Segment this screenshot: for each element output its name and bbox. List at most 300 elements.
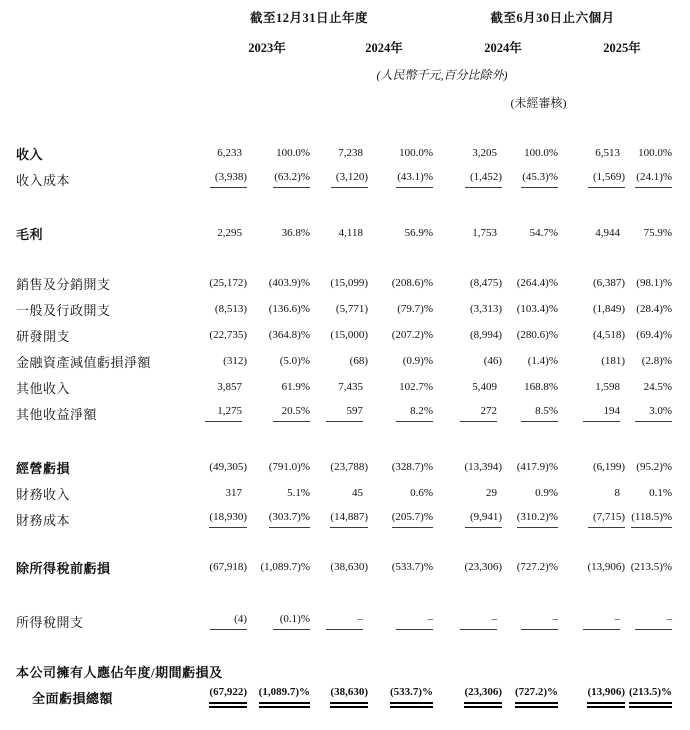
table-cell bbox=[433, 480, 497, 506]
table-row bbox=[16, 480, 672, 506]
cell-value: – bbox=[635, 613, 672, 630]
table-cell bbox=[242, 480, 310, 506]
row-label: 收入成本 bbox=[16, 172, 71, 188]
table-cell bbox=[310, 166, 368, 192]
cell-value: (23,788) bbox=[330, 461, 368, 473]
cell-value: (5.0)% bbox=[279, 355, 310, 367]
cell-value: (1,452) bbox=[465, 171, 502, 188]
cell-value: 597 bbox=[326, 405, 363, 422]
spacer-cell bbox=[16, 116, 672, 140]
row-label: 收入 bbox=[16, 146, 44, 162]
table-row bbox=[16, 322, 672, 348]
spacer-row bbox=[16, 634, 672, 658]
table-cell bbox=[363, 220, 433, 246]
cell-value: (15,000) bbox=[330, 329, 368, 341]
table-cell bbox=[174, 296, 247, 322]
table-cell bbox=[433, 348, 503, 374]
cell-value: (727.2)% bbox=[515, 686, 558, 708]
table-cell bbox=[242, 554, 310, 580]
cell-value: 3,857 bbox=[217, 381, 242, 393]
cell-value: – bbox=[521, 613, 558, 630]
cell-value: 8 bbox=[614, 487, 621, 499]
table-cell bbox=[620, 166, 672, 192]
table-cell bbox=[558, 480, 620, 506]
table-cell bbox=[174, 554, 247, 580]
unaudited-note: (未經審核) bbox=[510, 95, 567, 110]
table-cell bbox=[558, 400, 620, 426]
table-cell bbox=[558, 348, 626, 374]
table-row bbox=[16, 400, 672, 426]
row-label: 一般及行政開支 bbox=[16, 302, 111, 318]
table-row bbox=[16, 296, 672, 322]
table-row bbox=[16, 270, 672, 296]
spacer-row bbox=[16, 246, 672, 270]
cell-value: (205.7)% bbox=[392, 511, 433, 528]
table-cell bbox=[242, 296, 310, 322]
table-cell bbox=[620, 454, 672, 480]
table-cell bbox=[497, 554, 558, 580]
cell-value: 5.1% bbox=[287, 487, 310, 499]
table-cell bbox=[310, 296, 368, 322]
cell-value: (38,630) bbox=[330, 561, 368, 573]
table-cell bbox=[497, 348, 558, 374]
table-cell bbox=[363, 374, 433, 400]
table-cell bbox=[497, 166, 558, 192]
cell-value: (6,387) bbox=[592, 277, 626, 289]
table-cell bbox=[174, 220, 242, 246]
cell-value: 317 bbox=[225, 487, 242, 499]
table-cell bbox=[310, 374, 363, 400]
table-cell bbox=[497, 400, 558, 426]
table-cell bbox=[363, 684, 433, 710]
table-cell bbox=[174, 348, 247, 374]
row-label: 金融資產減值虧損淨額 bbox=[16, 354, 152, 370]
cell-value: (98.1)% bbox=[636, 277, 673, 289]
cell-value: (312) bbox=[223, 355, 247, 367]
table-cell bbox=[242, 322, 310, 348]
table-cell bbox=[310, 454, 368, 480]
cell-value: – bbox=[583, 613, 620, 630]
cell-value: (15,099) bbox=[330, 277, 368, 289]
spacer-cell bbox=[16, 634, 672, 658]
cell-value: (67,922) bbox=[209, 686, 247, 708]
table-cell bbox=[433, 270, 503, 296]
cell-value: 0.6% bbox=[410, 487, 434, 499]
cell-value: 3,205 bbox=[472, 147, 498, 159]
table-cell bbox=[620, 140, 672, 166]
cell-value: (2.8)% bbox=[641, 355, 673, 367]
table-cell bbox=[310, 684, 368, 710]
cell-value: 6,233 bbox=[217, 147, 242, 159]
cell-value: 100.0% bbox=[276, 147, 310, 159]
cell-value: 4,944 bbox=[595, 227, 621, 239]
cell-value: (45.3)% bbox=[521, 171, 558, 188]
table-cell bbox=[558, 296, 626, 322]
cell-value: 56.9% bbox=[404, 227, 434, 239]
cell-value: (8,994) bbox=[469, 329, 503, 341]
cell-value: 100.0% bbox=[524, 147, 559, 159]
table-cell bbox=[363, 506, 433, 532]
table-cell bbox=[497, 374, 558, 400]
cell-value: (14,887) bbox=[330, 511, 368, 528]
period-header-interim: 截至6月30日止六個月 bbox=[490, 11, 615, 25]
cell-value: (3,938) bbox=[210, 171, 247, 188]
cell-value: (1,089.7)% bbox=[259, 686, 310, 708]
table-cell bbox=[558, 374, 620, 400]
row-label: 銷售及分銷開支 bbox=[16, 276, 111, 292]
table-cell bbox=[433, 608, 497, 634]
cell-value: 54.7% bbox=[529, 227, 559, 239]
cell-value: 29 bbox=[486, 487, 498, 499]
table-row bbox=[16, 454, 672, 480]
table-cell bbox=[433, 454, 503, 480]
cell-value: (69.4)% bbox=[636, 329, 673, 341]
row-label: 除所得稅前虧損 bbox=[16, 560, 111, 576]
cell-value: (68) bbox=[349, 355, 368, 367]
table-cell bbox=[497, 140, 558, 166]
cell-value: 6,513 bbox=[595, 147, 621, 159]
table-cell bbox=[242, 166, 310, 192]
table-cell bbox=[363, 322, 433, 348]
table-cell bbox=[558, 166, 626, 192]
table-cell bbox=[497, 454, 558, 480]
table-row bbox=[16, 166, 672, 192]
cell-value: (4,518) bbox=[592, 329, 626, 341]
row-label: 財務成本 bbox=[16, 512, 71, 528]
year-header-2025: 2025年 bbox=[603, 41, 641, 55]
cell-value: (181) bbox=[601, 355, 626, 367]
cell-value: 0.9% bbox=[535, 487, 559, 499]
table-cell bbox=[620, 270, 672, 296]
table-cell bbox=[558, 322, 626, 348]
cell-value: (0.9)% bbox=[402, 355, 434, 367]
table-cell bbox=[242, 658, 310, 684]
cell-value: (79.7)% bbox=[397, 303, 434, 315]
cell-value: 3.0% bbox=[635, 405, 672, 422]
cell-value: (1,089.7)% bbox=[260, 561, 310, 573]
table-cell bbox=[174, 322, 247, 348]
table-cell bbox=[310, 220, 363, 246]
cell-value: 272 bbox=[460, 405, 497, 422]
table-cell bbox=[242, 608, 310, 634]
spacer-row bbox=[16, 532, 672, 554]
table-cell bbox=[620, 322, 672, 348]
cell-value: 7,435 bbox=[338, 381, 363, 393]
table-cell bbox=[174, 480, 242, 506]
table-cell bbox=[433, 506, 503, 532]
table-cell bbox=[310, 140, 363, 166]
table-cell bbox=[363, 348, 433, 374]
table-cell bbox=[242, 140, 310, 166]
table-cell bbox=[433, 140, 497, 166]
table-cell bbox=[497, 480, 558, 506]
table-row bbox=[16, 608, 672, 634]
table-cell bbox=[310, 608, 363, 634]
cell-value: (49,305) bbox=[209, 461, 247, 473]
table-cell bbox=[620, 658, 672, 684]
row-label: 毛利 bbox=[16, 226, 44, 242]
cell-value: (3,120) bbox=[331, 171, 368, 188]
table-row bbox=[16, 374, 672, 400]
cell-value: (46) bbox=[483, 355, 503, 367]
table-cell bbox=[620, 506, 672, 532]
cell-value: (213.5)% bbox=[630, 561, 673, 573]
table-cell bbox=[620, 608, 672, 634]
cell-value: 100.0% bbox=[399, 147, 434, 159]
cell-value: (280.6)% bbox=[516, 329, 559, 341]
cell-value: (264.4)% bbox=[516, 277, 559, 289]
cell-value: (13,906) bbox=[587, 561, 626, 573]
table-cell bbox=[620, 400, 672, 426]
cell-value: 168.8% bbox=[524, 381, 559, 393]
table-cell bbox=[242, 348, 310, 374]
cell-value: 102.7% bbox=[399, 381, 434, 393]
unaudited-note-row bbox=[16, 88, 672, 116]
table-cell bbox=[174, 140, 242, 166]
table-cell bbox=[363, 296, 433, 322]
cell-value: (38,630) bbox=[330, 686, 368, 708]
cell-value: – bbox=[396, 613, 433, 630]
year-header-row bbox=[16, 34, 672, 60]
table-cell bbox=[433, 322, 503, 348]
table-cell bbox=[174, 374, 242, 400]
table-cell bbox=[497, 684, 558, 710]
cell-value: (533.7)% bbox=[390, 686, 433, 708]
table-cell bbox=[363, 400, 433, 426]
table-cell bbox=[558, 554, 626, 580]
cell-value: (3,313) bbox=[469, 303, 503, 315]
table-cell bbox=[242, 400, 310, 426]
currency-note: (人民幣千元,百分比除外) bbox=[376, 67, 508, 82]
table-cell bbox=[242, 374, 310, 400]
cell-value: 194 bbox=[583, 405, 620, 422]
spacer-row bbox=[16, 116, 672, 140]
table-cell bbox=[497, 270, 558, 296]
table-cell bbox=[363, 140, 433, 166]
table-cell bbox=[310, 480, 363, 506]
table-cell bbox=[558, 506, 626, 532]
cell-value: 5,409 bbox=[472, 381, 498, 393]
table-cell bbox=[310, 400, 363, 426]
cell-value: 2,295 bbox=[217, 227, 242, 239]
cell-value: 7,238 bbox=[338, 147, 363, 159]
cell-value: (208.6)% bbox=[391, 277, 434, 289]
table-cell bbox=[558, 220, 620, 246]
table-cell bbox=[174, 506, 247, 532]
table-cell bbox=[310, 270, 368, 296]
cell-value: – bbox=[460, 613, 497, 630]
cell-value: 24.5% bbox=[643, 381, 673, 393]
cell-value: 61.9% bbox=[281, 381, 310, 393]
spacer-cell bbox=[16, 192, 672, 220]
cell-value: (136.6)% bbox=[268, 303, 310, 315]
cell-value: (4) bbox=[210, 613, 247, 630]
table-cell bbox=[363, 608, 433, 634]
row-label: 財務收入 bbox=[16, 486, 71, 502]
period-group-header-row bbox=[16, 0, 672, 34]
cell-value: (23,306) bbox=[464, 686, 502, 708]
cell-value: (533.7)% bbox=[391, 561, 434, 573]
table-cell bbox=[620, 348, 672, 374]
spacer-cell bbox=[16, 246, 672, 270]
corner-cell bbox=[16, 34, 174, 60]
cell-value: (8,513) bbox=[214, 303, 247, 315]
cell-value: (1,569) bbox=[588, 171, 625, 188]
year-header-2023: 2023年 bbox=[248, 41, 286, 55]
cell-value: (417.9)% bbox=[516, 461, 559, 473]
table-cell bbox=[310, 348, 368, 374]
table-cell bbox=[310, 322, 368, 348]
table-row bbox=[16, 506, 672, 532]
table-cell bbox=[242, 506, 310, 532]
table-cell bbox=[363, 658, 433, 684]
table-cell bbox=[497, 322, 558, 348]
cell-value: (6,199) bbox=[592, 461, 626, 473]
cell-value: (8,475) bbox=[469, 277, 503, 289]
row-label: 全面虧損總額 bbox=[32, 690, 114, 706]
row-label: 其他收益淨額 bbox=[16, 406, 98, 422]
cell-value: – bbox=[326, 613, 363, 630]
cell-value: (22,735) bbox=[209, 329, 247, 341]
spacer-cell bbox=[16, 532, 672, 554]
cell-value: (23,306) bbox=[464, 561, 503, 573]
spacer-cell bbox=[16, 580, 672, 608]
table-cell bbox=[363, 454, 433, 480]
table-cell bbox=[242, 220, 310, 246]
corner-cell bbox=[16, 88, 174, 116]
table-cell bbox=[363, 166, 433, 192]
row-label: 所得稅開支 bbox=[16, 614, 84, 630]
table-row bbox=[16, 140, 672, 166]
table-cell bbox=[242, 454, 310, 480]
table-cell bbox=[310, 554, 368, 580]
cell-value: (118.5)% bbox=[631, 511, 672, 528]
table-cell bbox=[558, 454, 626, 480]
table-row bbox=[16, 348, 672, 374]
cell-value: (95.2)% bbox=[636, 461, 673, 473]
corner-cell bbox=[16, 60, 174, 88]
cell-value: (13,394) bbox=[464, 461, 503, 473]
corner-cell bbox=[16, 0, 174, 34]
cell-value: 45 bbox=[352, 487, 363, 499]
table-cell bbox=[174, 400, 242, 426]
spacer-cell bbox=[16, 426, 672, 454]
cell-value: 100.0% bbox=[638, 147, 673, 159]
table-cell bbox=[242, 270, 310, 296]
table-row bbox=[16, 220, 672, 246]
cell-value: (310.2)% bbox=[517, 511, 558, 528]
row-label: 其他收入 bbox=[16, 380, 71, 396]
row-label: 研發開支 bbox=[16, 328, 71, 344]
cell-value: (5,771) bbox=[335, 303, 368, 315]
cell-value: (303.7)% bbox=[269, 511, 310, 528]
table-cell bbox=[174, 270, 247, 296]
cell-value: (0.1)% bbox=[273, 613, 310, 630]
year-header-2024-interim: 2024年 bbox=[484, 41, 522, 55]
table-cell bbox=[497, 296, 558, 322]
table-cell bbox=[558, 140, 620, 166]
table-cell bbox=[620, 374, 672, 400]
cell-value: (18,930) bbox=[209, 511, 247, 528]
table-cell bbox=[174, 684, 247, 710]
table-cell bbox=[363, 480, 433, 506]
table-cell bbox=[620, 296, 672, 322]
year-header-2024-annual: 2024年 bbox=[365, 41, 403, 55]
cell-value: 20.5% bbox=[273, 405, 310, 422]
table-cell bbox=[433, 658, 497, 684]
table-cell bbox=[363, 554, 433, 580]
income-statement-table bbox=[16, 0, 672, 710]
table-cell bbox=[433, 166, 503, 192]
cell-value: (24.1)% bbox=[635, 171, 672, 188]
table-cell bbox=[433, 296, 503, 322]
empty-cell bbox=[174, 88, 433, 116]
table-cell bbox=[558, 684, 626, 710]
cell-value: (791.0)% bbox=[268, 461, 310, 473]
cell-value: 75.9% bbox=[643, 227, 673, 239]
table-cell bbox=[558, 658, 620, 684]
currency-note-row bbox=[16, 60, 672, 88]
period-header-annual: 截至12月31日止年度 bbox=[250, 11, 369, 25]
table-cell bbox=[558, 270, 626, 296]
cell-value: 36.8% bbox=[281, 227, 310, 239]
cell-value: 1,753 bbox=[472, 227, 498, 239]
table-row bbox=[16, 684, 672, 710]
spacer-row bbox=[16, 580, 672, 608]
table-cell bbox=[433, 374, 497, 400]
cell-value: (63.2)% bbox=[273, 171, 310, 188]
cell-value: 8.5% bbox=[521, 405, 558, 422]
table-cell bbox=[433, 400, 497, 426]
cell-value: (67,918) bbox=[209, 561, 247, 573]
table-cell bbox=[363, 270, 433, 296]
row-label: 經營虧損 bbox=[16, 460, 71, 476]
cell-value: (213.5)% bbox=[629, 686, 672, 708]
cell-value: (364.8)% bbox=[268, 329, 310, 341]
cell-value: (9,941) bbox=[465, 511, 502, 528]
table-row bbox=[16, 554, 672, 580]
cell-value: (207.2)% bbox=[391, 329, 434, 341]
cell-value: 0.1% bbox=[649, 487, 673, 499]
spacer-row bbox=[16, 192, 672, 220]
cell-value: 1,275 bbox=[205, 405, 242, 422]
table-cell bbox=[242, 684, 310, 710]
table-cell bbox=[620, 480, 672, 506]
cell-value: 1,598 bbox=[595, 381, 621, 393]
cell-value: (43.1)% bbox=[396, 171, 433, 188]
table-cell bbox=[174, 166, 247, 192]
table-cell bbox=[433, 684, 503, 710]
cell-value: (7,715) bbox=[588, 511, 625, 528]
cell-value: (328.7)% bbox=[391, 461, 434, 473]
cell-value: (28.4)% bbox=[636, 303, 673, 315]
cell-value: (1,849) bbox=[592, 303, 626, 315]
table-cell bbox=[620, 684, 672, 710]
table-cell bbox=[497, 608, 558, 634]
table-cell bbox=[433, 220, 497, 246]
table-cell bbox=[497, 506, 558, 532]
table-cell bbox=[310, 506, 368, 532]
cell-value: 4,118 bbox=[338, 227, 363, 239]
table-cell bbox=[497, 658, 558, 684]
cell-value: (103.4)% bbox=[516, 303, 559, 315]
table-cell bbox=[310, 658, 363, 684]
table-cell bbox=[497, 220, 558, 246]
row-label: 本公司擁有人應佔年度/期間虧損及 bbox=[16, 664, 223, 680]
cell-value: (727.2)% bbox=[516, 561, 559, 573]
table-cell bbox=[620, 220, 672, 246]
spacer-row bbox=[16, 426, 672, 454]
